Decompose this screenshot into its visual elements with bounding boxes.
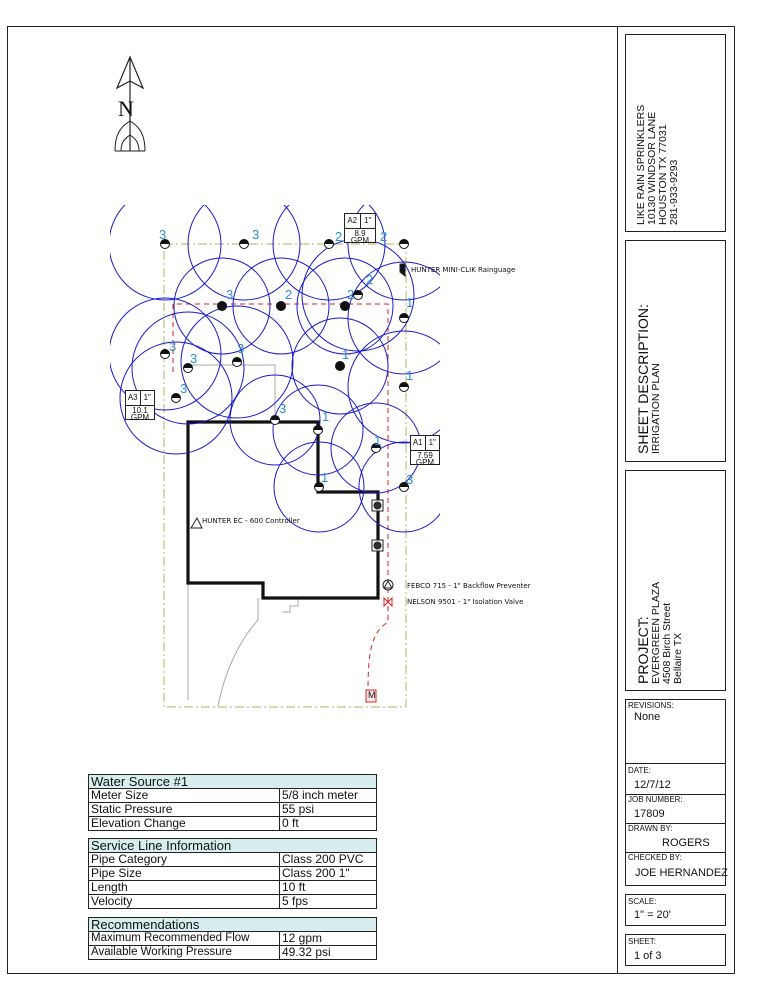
sheet-description: IRRIGATION PLAN <box>650 363 662 454</box>
half-circle-head-icon <box>400 314 409 323</box>
scale-label: SCALE: <box>628 897 657 906</box>
head-zone-label: 3 <box>190 351 198 366</box>
sheet-value: 1 of 3 <box>634 950 662 962</box>
raingauge-label: HUNTER MINI-CLIK Rainguage <box>411 266 516 274</box>
job-label: JOB NUMBER: <box>628 795 683 804</box>
sheet-heading: SHEET DESCRIPTION: <box>635 304 651 454</box>
half-circle-head-icon <box>354 291 363 300</box>
company-phone: 281-933-9293 <box>668 159 680 225</box>
walkway <box>188 365 298 706</box>
half-circle-head-icon <box>240 240 249 249</box>
title-block-divider <box>617 26 618 974</box>
project-name: EVERGREEN PLAZA <box>650 581 662 684</box>
head-zone-label: 3 <box>237 341 245 356</box>
table-row: Elevation Change 0 ft <box>89 817 377 831</box>
head-zone-label: 3 <box>169 339 177 354</box>
building-outline <box>188 422 378 598</box>
head-zone-label: 2 <box>366 272 374 287</box>
sheet-description-box <box>625 240 726 462</box>
head-zone-label: 3 <box>159 227 167 242</box>
north-letter: N <box>118 96 134 121</box>
zone-callout-a2: A2 1" 8.9 GPM <box>344 213 376 243</box>
drawn-value: ROGERS <box>662 837 710 849</box>
table-row: Pipe Category Class 200 PVC <box>89 853 377 867</box>
head-zone-label: 1 <box>374 433 382 448</box>
controller-label: HUNTER EC - 600 Controller <box>202 517 300 525</box>
service-line-title: Service Line Information <box>89 839 377 853</box>
mainline-pipe <box>173 304 388 690</box>
half-circle-head-icon <box>271 416 280 425</box>
half-circle-head-icon <box>400 240 409 249</box>
sheet-label: SHEET: <box>628 937 657 946</box>
head-zone-label: 3 <box>406 472 414 487</box>
project-city: Bellaire TX <box>672 632 684 684</box>
table-row: Pipe Size Class 200 1" <box>89 867 377 881</box>
scale-box <box>625 894 726 926</box>
company-box <box>625 34 726 232</box>
head-zone-label: 2 <box>335 229 343 244</box>
zone-callout-a1: A1 1" 7.59 GPM <box>410 435 440 465</box>
job-value: 17809 <box>634 808 665 820</box>
head-zone-label: 2 <box>285 287 293 302</box>
half-circle-head-icon <box>314 426 323 435</box>
meter-label: M <box>368 690 376 700</box>
checked-label: CHECKED BY: <box>628 853 682 862</box>
head-zone-label: 1 <box>342 347 350 362</box>
head-zone-label: 1 <box>322 409 330 424</box>
scale-value: 1" = 20' <box>634 909 671 921</box>
company-name: LIKE RAIN SPRINKLERS <box>635 104 647 225</box>
date-label: DATE: <box>628 766 651 775</box>
zone-callout-a3: A3 1" 10.1 GPM <box>125 390 155 420</box>
spray-arc <box>110 205 221 300</box>
recommendations-table <box>88 917 377 960</box>
drawn-label: DRAWN BY: <box>628 824 673 833</box>
controller-icon <box>191 518 202 528</box>
half-circle-head-icon <box>325 240 334 249</box>
full-circle-head-icon <box>341 302 350 311</box>
head-zone-label: 3 <box>279 401 287 416</box>
date-value: 12/7/12 <box>634 779 671 791</box>
revisions-box <box>625 699 726 764</box>
head-zone-label: 2 <box>347 287 355 302</box>
water-source-table <box>88 774 377 831</box>
full-circle-head-icon <box>277 302 286 311</box>
project-box <box>625 470 726 691</box>
head-zone-label: 1 <box>321 470 329 485</box>
head-zone-label: 3 <box>180 381 188 396</box>
table-row: Static Pressure 55 psi <box>89 803 377 817</box>
revisions-label: REVISIONS: <box>628 701 674 710</box>
service-line-table <box>88 838 377 909</box>
table-row: Maximum Recommended Flow 12 gpm <box>89 932 377 946</box>
table-row: Length 10 ft <box>89 881 377 895</box>
sheet-box <box>625 934 726 966</box>
spray-arc <box>348 262 440 374</box>
company-city: HOUSTON TX 77031 <box>657 124 669 225</box>
half-circle-head-icon <box>233 358 242 367</box>
head-zone-label: 3 <box>226 287 234 302</box>
head-zone-label: 3 <box>252 227 260 242</box>
irrigation-plan <box>110 205 440 725</box>
raingauge-icon <box>400 264 405 276</box>
info-box <box>625 764 726 886</box>
full-circle-head-icon <box>336 362 345 371</box>
head-zone-label: 1 <box>406 368 414 383</box>
recommendations-title: Recommendations <box>89 918 377 932</box>
table-row: Velocity 5 fps <box>89 895 377 909</box>
company-address: 10130 WINDSOR LANE <box>646 111 658 225</box>
valve-label: NELSON 9501 - 1" Isolation Valve <box>407 598 524 606</box>
revisions-value: None <box>634 711 661 723</box>
half-circle-head-icon <box>400 383 409 392</box>
spray-arc <box>188 205 300 300</box>
table-row: Meter Size 5/8 inch meter <box>89 789 377 803</box>
head-zone-label: 1 <box>406 295 414 310</box>
full-circle-head-icon <box>218 302 227 311</box>
spray-arc <box>348 331 440 443</box>
table-row: Available Working Pressure 49.32 psi <box>89 946 377 960</box>
head-zone-label: 2 <box>380 229 388 244</box>
backflow-label: FEBCO 715 - 1" Backflow Preventer <box>407 582 531 590</box>
water-source-title: Water Source #1 <box>89 775 377 789</box>
project-heading: PROJECT: <box>635 616 651 684</box>
checked-value: JOE HERNANDEZ <box>635 867 728 879</box>
project-street: 4508 Birch Street <box>661 602 673 684</box>
